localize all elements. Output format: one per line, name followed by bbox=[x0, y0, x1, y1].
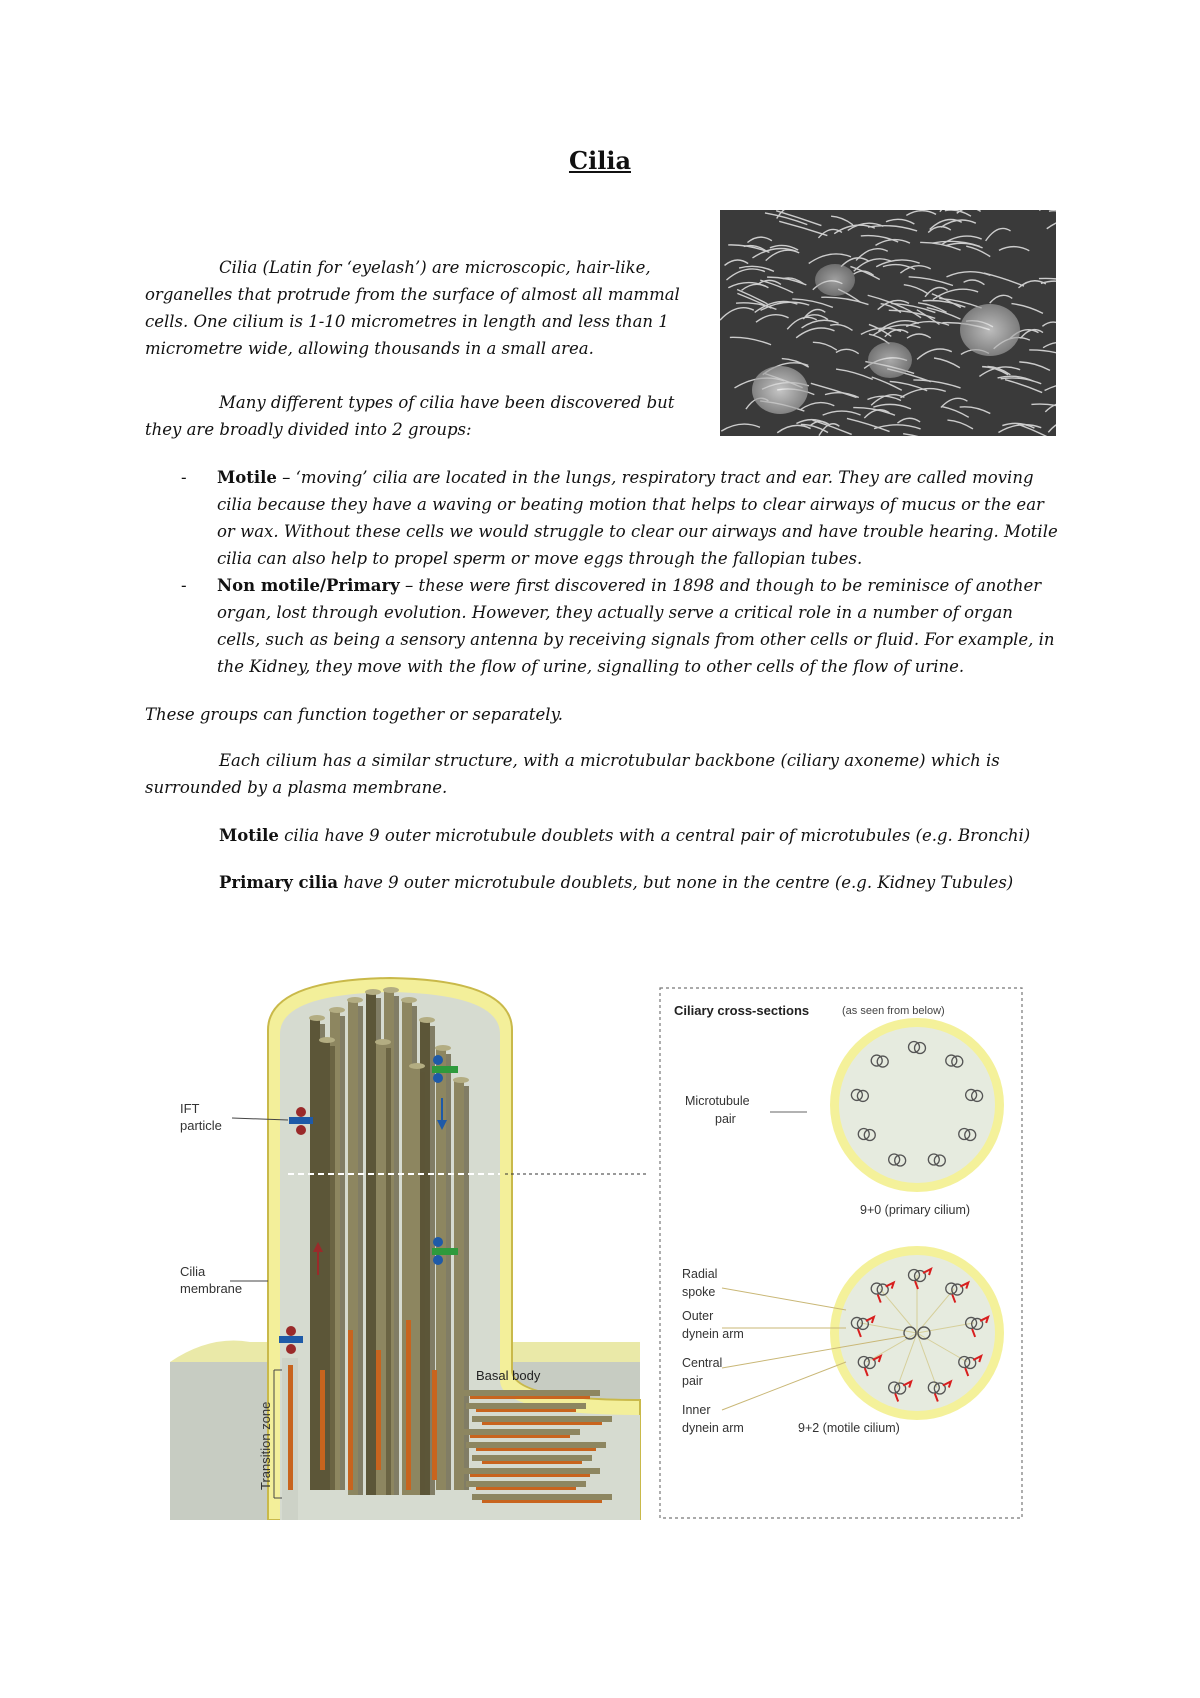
cilium-structure-diagram bbox=[170, 970, 1030, 1520]
microtubule-tip bbox=[419, 1017, 435, 1023]
transition-fiber bbox=[348, 1330, 353, 1490]
cilia-type-list bbox=[145, 464, 1060, 680]
list-item-primary bbox=[145, 572, 1060, 680]
basal-tube-accent bbox=[470, 1396, 590, 1399]
motile-description: – ‘moving’ cilia are located in the lungs, respiratory tract and ear. They are called moving cilia because they have a waving or beating motion that helps to clear airways of mucus or the ear or wax. Without these cells we would struggle to clear our airways and have trouble hearing. Motile cilia can also help to propel sperm or move eggs through the fallopian tubes. bbox=[217, 468, 1058, 568]
microtubule-tip bbox=[319, 1037, 335, 1043]
micrograph-image bbox=[720, 210, 1056, 436]
inner-dynein-label-line1: Inner bbox=[682, 1403, 711, 1417]
microtubule-tip bbox=[365, 989, 381, 995]
motile-structure-line bbox=[219, 822, 1079, 849]
radial-spoke-label-line2: spoke bbox=[682, 1285, 716, 1299]
transition-fiber bbox=[406, 1320, 411, 1490]
basal-tube bbox=[466, 1442, 606, 1448]
page-title: Cilia bbox=[568, 146, 631, 175]
basal-tube-accent bbox=[482, 1500, 602, 1503]
microtubule-tip bbox=[401, 997, 417, 1003]
cross-section-subtitle: (as seen from below) bbox=[842, 1005, 945, 1017]
basal-tube bbox=[460, 1468, 600, 1474]
microtubule-tip bbox=[309, 1015, 325, 1021]
basal-tube-accent bbox=[470, 1435, 570, 1438]
bullet-dash: - bbox=[181, 468, 187, 487]
primary-cilium-caption: 9+0 (primary cilium) bbox=[860, 1203, 971, 1217]
inner-dynein-label-line2: dynein arm bbox=[682, 1421, 744, 1435]
microtubule-tip bbox=[375, 1039, 391, 1045]
basal-tube-accent bbox=[476, 1448, 596, 1451]
transition-fiber bbox=[320, 1370, 325, 1470]
basal-tube bbox=[466, 1403, 586, 1409]
primary-structure-term: Primary cilia bbox=[219, 873, 339, 892]
primary-description: – these were first discovered in 1898 and though to be reminisce of another organ, lost through evolution. However, they actually serve a critical role in a number of organ cells, such as being a sensory antenna by receiving signals from other cells or fluid. For example, in the Kidney, they move with the flow of urine, signalling to other cells of the flow of urine. bbox=[217, 576, 1055, 676]
membrane-label-line2: membrane bbox=[180, 1281, 243, 1296]
groups-paragraph: Many different types of cilia have been discovered but they are broadly divided into 2 groups: bbox=[145, 393, 675, 439]
microtubule-shadow bbox=[446, 1054, 451, 1490]
basal-tube-accent bbox=[470, 1474, 590, 1477]
transition-zone-label: Transition zone bbox=[258, 1401, 273, 1490]
basal-tube bbox=[472, 1416, 612, 1422]
basal-tube-accent bbox=[482, 1422, 602, 1425]
bullet-dash: - bbox=[181, 576, 187, 595]
microtubule-tip bbox=[347, 997, 363, 1003]
transition-fiber bbox=[288, 1365, 293, 1490]
microtubule bbox=[454, 1080, 464, 1490]
microtubule-tip bbox=[383, 987, 399, 993]
microtubule-pair-label-line1: Microtubule bbox=[685, 1094, 750, 1108]
cilia-micrograph bbox=[720, 210, 1056, 436]
basal-tube-accent bbox=[482, 1461, 582, 1464]
central-pair-label-line1: Central bbox=[682, 1356, 723, 1370]
basal-tube bbox=[460, 1390, 600, 1396]
primary-cilium-core bbox=[839, 1027, 995, 1183]
basal-tube-accent bbox=[476, 1487, 576, 1490]
intro-paragraph: Cilia (Latin for ‘eyelash’) are microscopic, hair-like, organelles that protrude from the surface of almost all mammal cells. One cilium is 1-10 micrometres in length and less than 1 micrometre wide, allowing thousands in a small area. bbox=[145, 258, 680, 358]
transition-fiber bbox=[376, 1350, 381, 1470]
basal-tube bbox=[466, 1481, 586, 1487]
microtubule-shadow bbox=[386, 1048, 391, 1495]
basal-body-label: Basal body bbox=[476, 1368, 541, 1383]
primary-structure-line bbox=[219, 869, 1079, 896]
microtubule bbox=[366, 992, 376, 1495]
microtubule-shadow bbox=[420, 1072, 425, 1495]
basal-tube bbox=[472, 1494, 612, 1500]
motile-term: Motile bbox=[217, 468, 277, 487]
basal-tube bbox=[460, 1429, 580, 1435]
microtubule-shadow bbox=[358, 1006, 363, 1495]
ift-label-line2: particle bbox=[180, 1118, 222, 1133]
outer-dynein-label-line1: Outer bbox=[682, 1309, 714, 1323]
microtubule-shadow bbox=[394, 996, 399, 1495]
microtubule-tip bbox=[409, 1063, 425, 1069]
microtubule-shadow bbox=[330, 1046, 335, 1490]
groups-note: These groups can function together or separately. bbox=[145, 705, 563, 724]
ift-label-line1: IFT bbox=[180, 1101, 200, 1116]
basal-tube-accent bbox=[476, 1409, 576, 1412]
microtubule-pair-label-line2: pair bbox=[715, 1112, 736, 1126]
membrane-label-line1: Cilia bbox=[180, 1264, 206, 1279]
motile-structure-text: cilia have 9 outer microtubule doublets with a central pair of microtubules (e.g. Bronchi) bbox=[278, 826, 1031, 845]
structure-paragraph: Each cilium has a similar structure, with a microtubular backbone (ciliary axoneme) which is surrounded by a plasma membrane. bbox=[145, 751, 1000, 797]
microtubule-tip bbox=[329, 1007, 345, 1013]
central-pair-label-line2: pair bbox=[682, 1374, 703, 1388]
list-item-motile bbox=[145, 464, 1060, 572]
microtubule bbox=[410, 1066, 420, 1495]
motile-structure-term: Motile bbox=[219, 826, 279, 845]
transition-fiber bbox=[432, 1370, 437, 1480]
microtubule-tip bbox=[453, 1077, 469, 1083]
microtubule-tip bbox=[435, 1045, 451, 1051]
basal-tube bbox=[472, 1455, 592, 1461]
primary-term: Non motile/Primary bbox=[217, 576, 400, 595]
cross-section-title: Ciliary cross-sections bbox=[674, 1003, 810, 1018]
microtubule-shadow bbox=[340, 1016, 345, 1490]
outer-dynein-label-line2: dynein arm bbox=[682, 1327, 744, 1341]
motile-cilium-caption: 9+2 (motile cilium) bbox=[798, 1421, 900, 1435]
primary-structure-text: have 9 outer microtubule doublets, but none in the centre (e.g. Kidney Tubules) bbox=[338, 873, 1014, 892]
radial-spoke-label-line1: Radial bbox=[682, 1267, 718, 1281]
